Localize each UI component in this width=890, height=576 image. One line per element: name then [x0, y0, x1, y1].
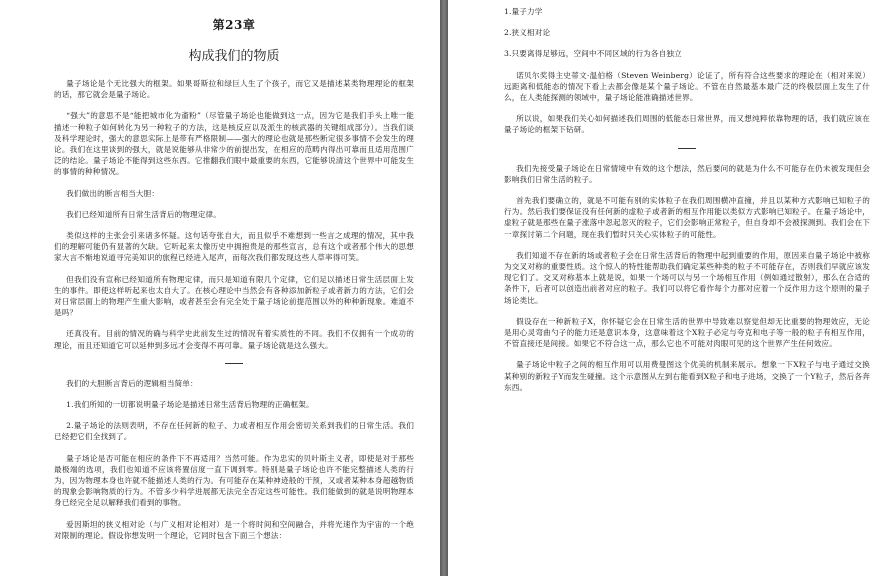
paragraph: 还真没有。目前的情况的确与科学史此前发生过的情况有着实质性的不同。我们不仅拥有一个成功的理论，而且还知道它可以延伸到多远才会变得不再可靠。量子场论就是这么强大。: [54, 329, 414, 350]
paragraph: 2.量子场论的法则表明，不存在任何新的粒子、力或者相互作用会密切关系到我们的日常生活。我们已经把它们全找到了。: [54, 421, 414, 442]
paragraph: 诺贝尔奖得主史蒂文·温伯格（Steven Weinberg）论证了，所有符合这些要求的理论在（相对来说）远距离和低能态的情况下看上去都会像是某个量子场论。不管在自然最基本最广泛的终极层面上发生了什么，在人类能探测的领域中，量子场论能准确描述世界。: [504, 70, 870, 103]
page-gutter: [440, 0, 448, 576]
paragraph: 但我们没有宣称已经知道所有物理定律，而只是知道有限几个定律，它们足以描述日常生活层面上发生的事件。即使这样听起来也太自大了。在核心理论中当然会有各种添加新粒子或者新力的方法，它们会对日常层面上的物理产生重大影响，或者甚至会有完全处于量子场论前提范围以外的种种新现象。难道不是吗？: [54, 274, 414, 318]
paragraph: 爱因斯坦的狭义相对论（与广义相对论相对）是一个将时间和空间融合，并将光速作为宇宙的一个绝对限制的理论。假设你想发明一个理论，它同时包含下面三个想法：: [54, 519, 414, 540]
paragraph: 我们先接受量子场论在日常情境中有效的这个想法，然后要问的就是为什么不可能存在仍未被发现但会影响我们日常生活的粒子。: [504, 163, 870, 184]
paragraph: 假设存在一种新粒子X，你怀疑它会在日常生活的世界中导致难以察觉但却无比重要的物理效应，无论是用心灵弯曲勺子的能力还是意识本身，这意味着这个X粒子必定与夸克和电子等一般的粒子有相互作用，不管直接还是间接。如果它不符合这一点，那么它也不可能对肉眼可见的这个世界产生任何效应。: [504, 316, 870, 349]
paragraph: 量子场论是否可能在相应的条件下不再适用？当然可能。作为忠实的贝叶斯主义者，即使是对于那些最极端的选项，我们也知道不应该将置信度一直下调到零。特别是量子场论也许不能完整描述人类的行为，因为物理本身也许就不能描述人类的行为。有可能存在某种神迹般的干预，又或者某种本身超越物质的现象会影响物质的行为。不管多少科学进展都无法完全否定这些可能性。我们能做到的就是说明物理本身已经完全足以解释我们看到的事物。: [54, 453, 414, 508]
paragraph: 我们做出的断言相当大胆：: [66, 188, 160, 198]
paragraph: 量子场论是个无比强大的框架。如果哥斯拉和绿巨人生了个孩子，而它又是描述某类物理理论的框架的话，那它就会是量子场论。: [54, 79, 414, 100]
list-item: 3.只要离得足够远，空间中不同区域的行为各自独立: [504, 49, 682, 59]
paragraph: 我们已经知道所有日常生活背后的物理定律。: [66, 209, 222, 219]
chapter-title: 构成我们的物质: [188, 49, 280, 64]
paragraph: “强大”的意思不是“能把城市化为齑粉”（尽管量子场论也能做到这一点，因为它是我们手头上唯一能描述一种粒子如何转化为另一种粒子的方法，这是核反应以及派生的核武器的关键组成部分）。当我们谈及科学理论时，强大的意思实际上是带有严格限制——强大的理论也就是那些断定很多事情不会发生的理论。我们在这里谈到的强大，就是说能够从非常少的前提出发，在相应的范畴内得出可靠而且适用范围广泛的结论。量子场论不能得到这些东西。它推翻我们眼中最重要的东西，它能够说清这个世界中可能发生的事情的种种情况。: [54, 111, 414, 177]
paragraph: 量子场论中粒子之间的相互作用可以用费曼图这个优美的机制来展示。想象一下X粒子与电子通过交换某种别的新粒子Y而发生碰撞。这个示意图从左到右能看到X粒子和电子进场，交换了一个Y粒子，然后各奔东西。: [504, 360, 870, 392]
list-item: 1.量子力学: [504, 7, 543, 16]
paragraph: 1.我们所知的一切都说明量子场论是描述日常生活背后物理的正确框架。: [66, 400, 314, 410]
paragraph: 我们知道不存在新的场或者粒子会在日常生活背后的物理中起到重要的作用，原因来自量子场论中被称为交叉对称的重要性质。这个惊人的特性能帮助我们确定某些种类的粒子不可能存在，否则我们早就应该发现它们了。交叉对称基本上就是说，如果一个场可以与另一个场相互作用（例如通过散射），那么在合适的条件下，后者可以创造出前者对应的粒子。我们可以将它看作每个力都对应着一个反作用力这个原则的量子场论类比。: [504, 250, 870, 305]
section-divider: [678, 148, 696, 149]
paragraph: 首先我们要确立的，就是不可能有别的实体粒子在我们周围横冲直撞，并且以某种方式影响已知粒子的行为。然后我们要保证没有任何新的虚粒子或者新的相互作用能以类似方式影响已知粒子。在量子场论中，虚粒子就是那些在量子涨落中忽起忽灭的粒子，它们会影响正常粒子，但自身却不会被探测到。我们会在下一章探讨第二个问题，现在我们暂时只关心实体粒子的可能性。: [504, 196, 870, 239]
chapter-number: 第23章: [212, 18, 256, 32]
paragraph: 所以说，如果我们关心如何描述我们周围的低能态日常世界，而又想纯粹依靠物理的话，我们就应该在量子场论的框架下钻研。: [504, 114, 870, 135]
right-page: [448, 0, 890, 576]
paragraph: 我们的大胆断言背后的逻辑相当简单：: [66, 378, 198, 388]
paragraph: 类似这样的主张会引来诸多怀疑。这句话夸张自大，而且似乎不难想到一些言之成理的情况，其中我们的理解可能仍有显著的欠缺。它听起来太像历史中拥抱贵是的那些宣言，总有这个或者那个伟大的思想家大言不惭地说道寻完美知识的旅程已经进入尾声，而每次我们都发现这些人草率得可笑。: [54, 231, 414, 263]
list-item: 2.狭义相对论: [504, 28, 551, 38]
left-page: [0, 0, 440, 576]
section-divider: [225, 363, 243, 364]
